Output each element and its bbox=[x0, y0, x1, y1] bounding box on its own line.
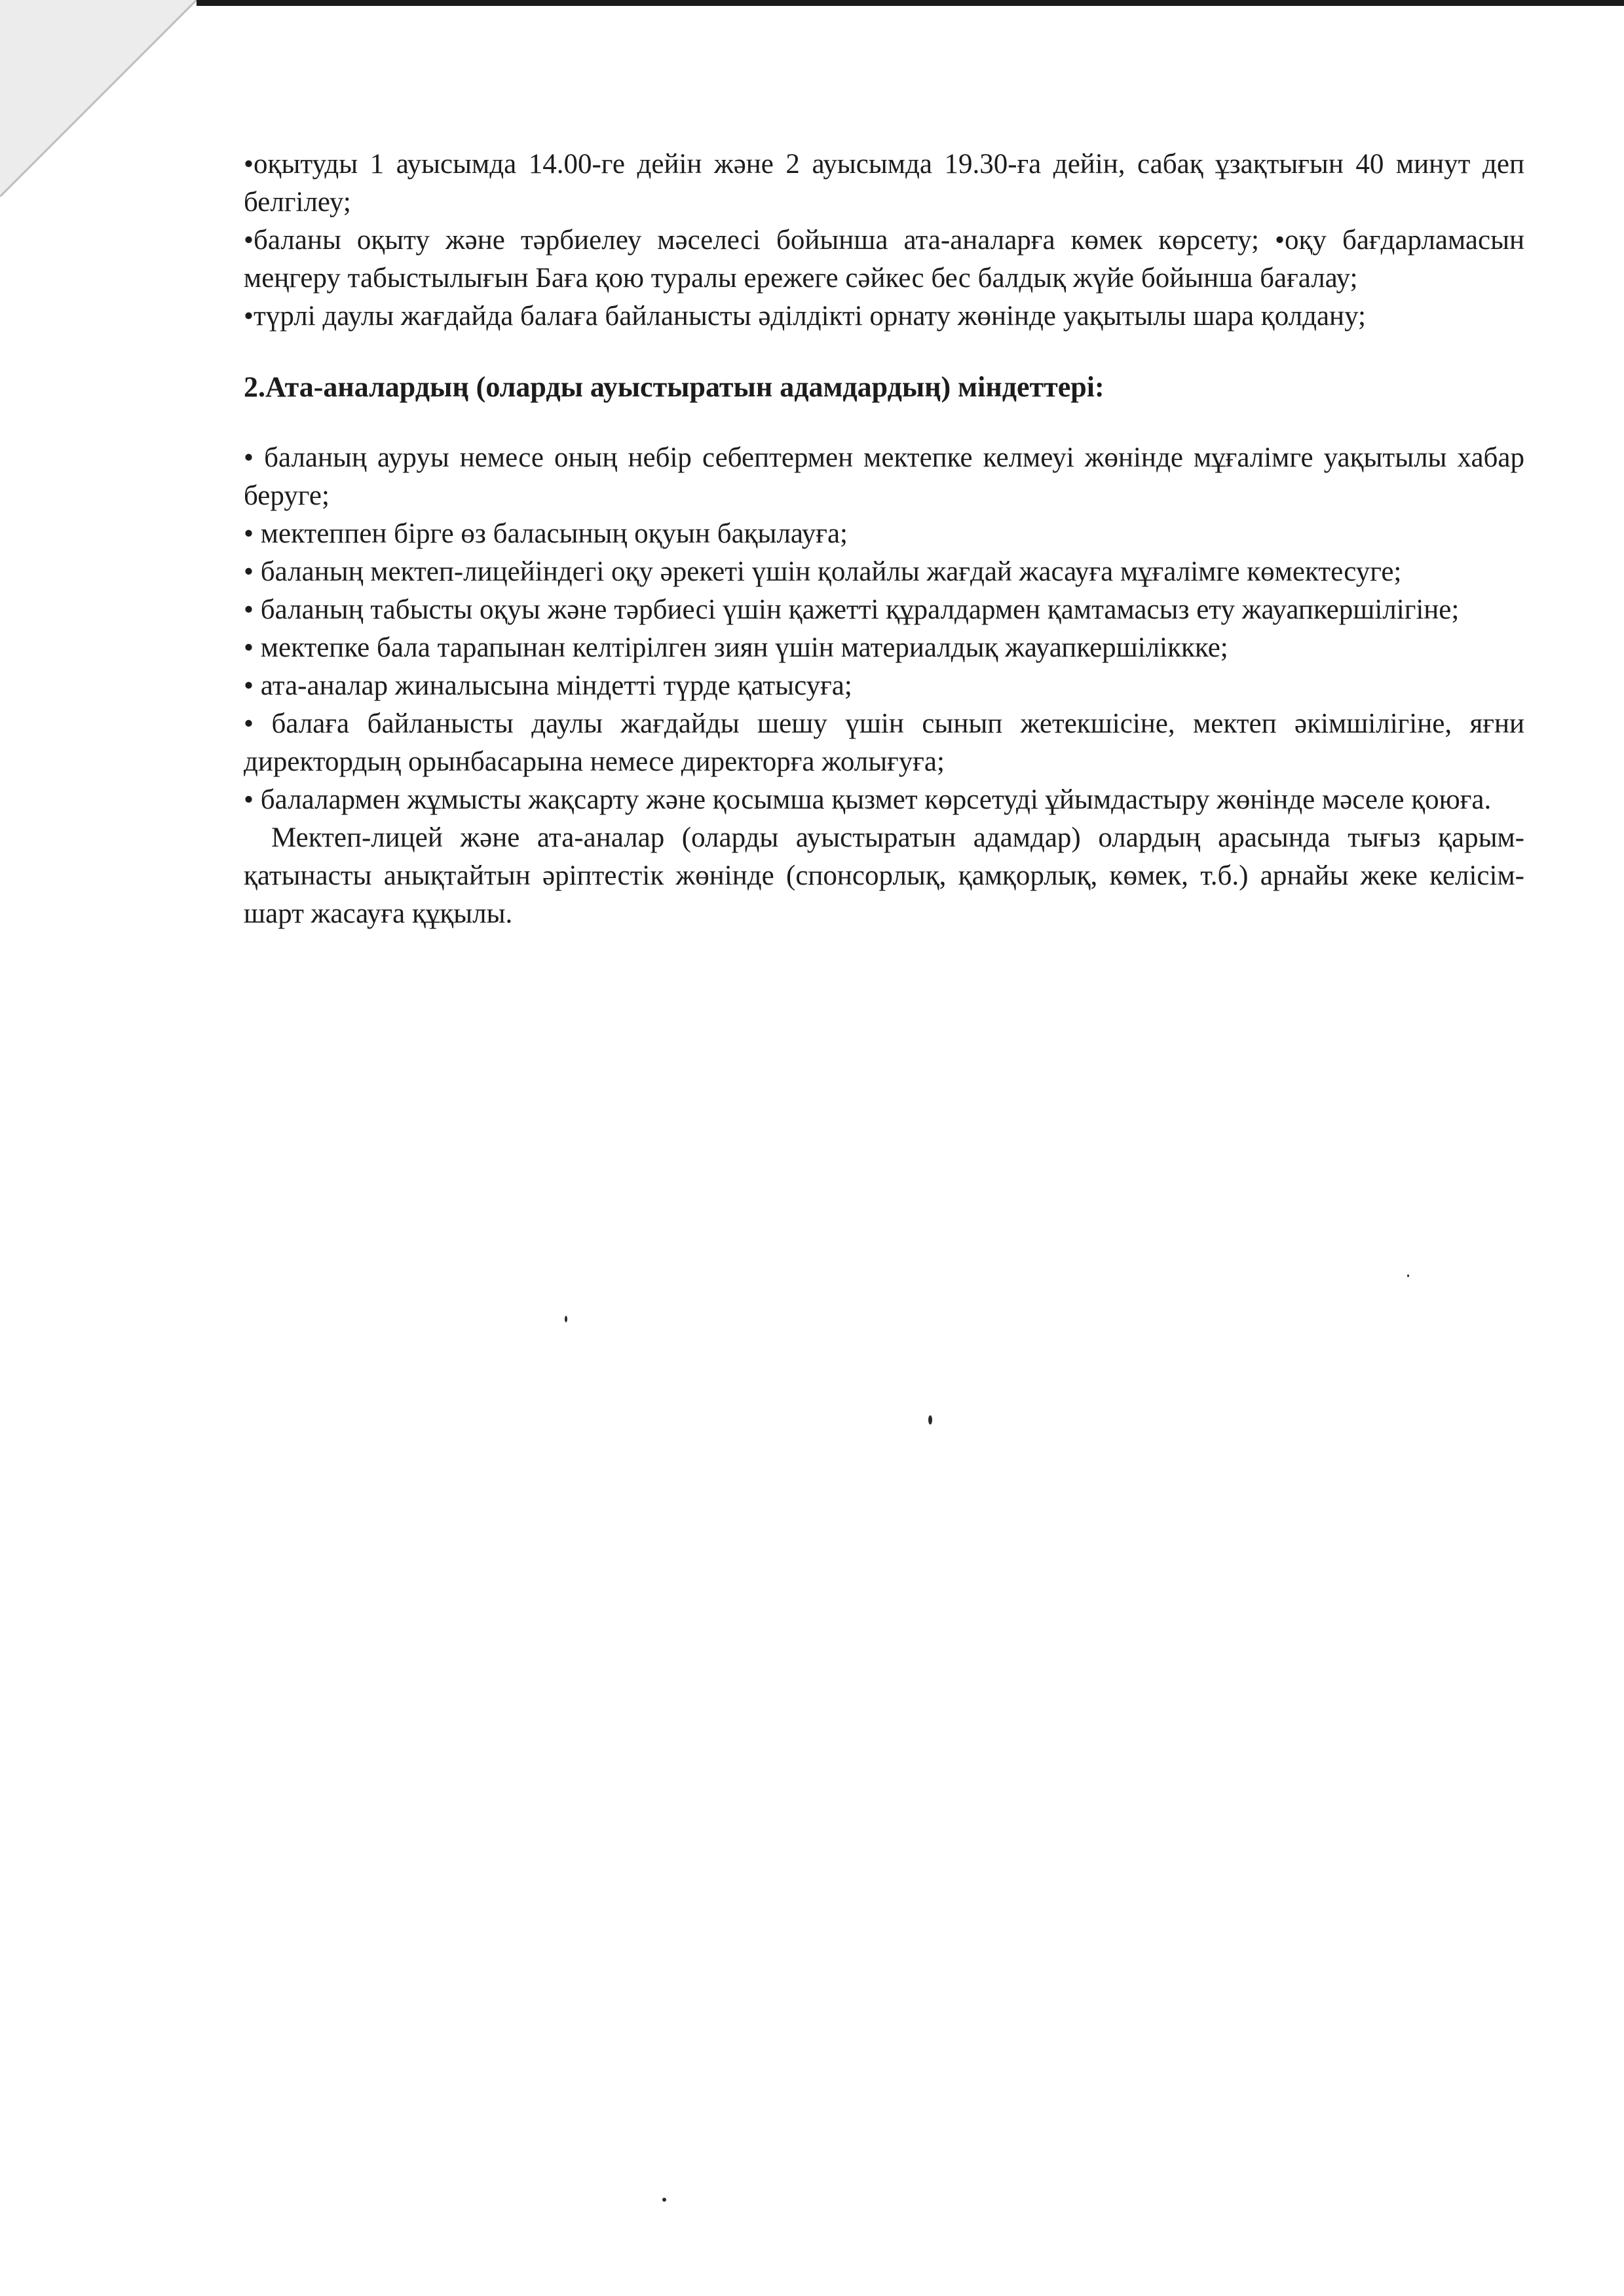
scan-top-edge bbox=[197, 0, 1624, 6]
spacer bbox=[244, 406, 1524, 439]
folded-corner bbox=[0, 0, 197, 197]
section2-item-3: • баланың мектеп-лицейіндегі оқу әрекеті үшін қолайлы жағдай жасауға мұғалімге көмектесуге; bbox=[244, 556, 1402, 587]
scan-speck bbox=[928, 1415, 932, 1425]
section2-heading: 2.Ата-аналардың (оларды ауыстыратын адамдардың) міндеттері: bbox=[244, 371, 1105, 403]
section1-item-3: •түрлі даулы жағдайда балаға байланысты әділдікті орнату жөнінде уақытылы шара қолдану; bbox=[244, 301, 1366, 332]
section2-item-7: • балаға байланысты даулы жағдайды шешу үшін сынып жетекшісіне, мектеп әкімшілігіне, яғни директордың орынбасарына немесе директорға жолығуға; bbox=[244, 708, 1524, 777]
section2-item-4: • баланың табысты оқуы және тәрбиесі үшін қажетті құралдармен қамтамасыз ету жауапкершілігіне; bbox=[244, 594, 1460, 625]
closing-paragraph: Мектеп-лицей және ата-аналар (оларды ауыстыратын адамдар) олардың арасында тығыз қарым-қатынасты анықтайтын әріптестік жөнінде (спонсорлық, қамқорлық, көмек, т.б.) арнайы жеке келісім-шарт жасауға құқылы. bbox=[244, 822, 1524, 929]
section2-item-8: • балалармен жұмысты жақсарту және қосымша қызмет көрсетуді ұйымдастыру жөнінде мәселе қоюға. bbox=[244, 784, 1492, 815]
section2-item-2: • мектеппен бірге өз баласының оқуын бақылауға; bbox=[244, 518, 848, 549]
section2-item-6: • ата-аналар жиналысына міндетті түрде қатысуға; bbox=[244, 670, 852, 701]
spacer bbox=[244, 335, 1524, 368]
scan-speck bbox=[662, 2198, 666, 2202]
document-body bbox=[244, 145, 1524, 933]
section1-item-1: •оқытуды 1 ауысымда 14.00-ге дейін және 2 ауысымда 19.30-ға дейін, сабақ ұзақтығын 40 минут деп белгілеу; bbox=[244, 149, 1524, 218]
section2-item-1: • баланың ауруы немесе оның небір себептермен мектепке келмеуі жөнінде мұғалімге уақытылы хабар беруге; bbox=[244, 442, 1524, 511]
scan-speck bbox=[565, 1316, 567, 1322]
section2-item-5: • мектепке бала тарапынан келтірілген зиян үшін материалдық жауапкершіліккке; bbox=[244, 632, 1228, 663]
scan-speck bbox=[1407, 1274, 1409, 1277]
section1-item-2: •баланы оқыту және тәрбиелеу мәселесі бойынша ата-аналарға көмек көрсету; •оқу бағдарламасын меңгеру табыстылығын Баға қою туралы ережеге сәйкес бес балдық жүйе бойынша бағалау; bbox=[244, 225, 1524, 294]
